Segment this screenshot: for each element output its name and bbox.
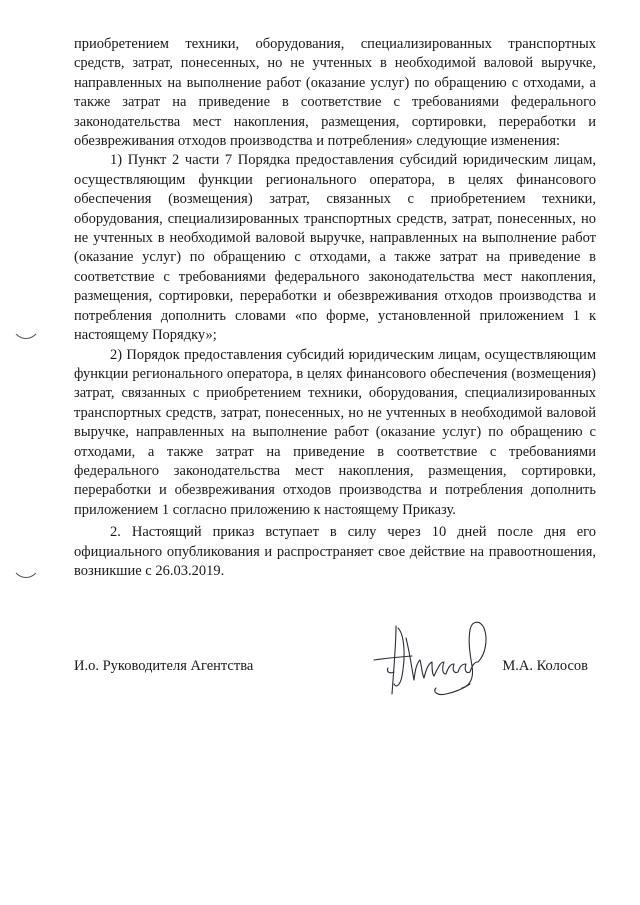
punch-hole-mark-icon — [14, 569, 38, 581]
signer-name: М.А. Колосов — [502, 658, 588, 674]
paragraph-effective-date: 2. Настоящий приказ вступает в силу через 10 дней после дня его официального опубликования и распространяет свое действие на правоотношения, возникшие с 26.03.2019. — [74, 524, 596, 579]
paragraph-intro-continuation: приобретением техники, оборудования, специализированных транспортных средств, затрат, понесенных, но не учтенных в необходимой валовой выручке, направленных на выполнение работ (оказание услуг) по обращению с отходами, а также затрат на приведение в соответствие с требованиями федерального законодательства мест накопления, размещения, сортировки, переработки и обезвреживания отходов производства и потребления» следующие изменения: — [74, 36, 596, 150]
document-body — [74, 35, 596, 581]
punch-hole-mark-icon — [14, 330, 38, 342]
signer-role: И.о. Руководителя Агентства — [74, 658, 254, 674]
paragraph-item-2: 2) Порядок предоставления субсидий юридическим лицам, осуществляющим функции регионального оператора, в целях финансового обеспечения (возмещения) затрат, связанных с приобретением техники, оборудования, специализированных транспортных средств, затрат, понесенных, но не учтенных в необходимой валовой выручке, направленных на выполнение работ (оказание услуг) по обращению с отходами, а также затрат на приведение в соответствие с требованиями федерального законодательства мест накопления, размещения, сортировки, переработки и обезвреживания отходов производства и потребления дополнить приложением 1 согласно приложению к настоящему Приказу. — [74, 346, 596, 518]
signature-block — [74, 658, 596, 698]
paragraph-item-1: 1) Пункт 2 части 7 Порядка предоставления субсидий юридическим лицам, осуществляющим функции регионального оператора, в целях финансового обеспечения (возмещения) затрат, связанных с приобретением техники, оборудования, специализированных транспортных средств, затрат, понесенных, но не учтенных в необходимой валовой выручке, направленных на выполнение работ (оказание услуг) по обращению с отходами, а также затрат на приведение в соответствие с требованиями федерального законодательства мест накопления, размещения, сортировки, переработки и обезвреживания отходов производства и потребления дополнить словами «по форме, установленной приложением 1 к настоящему Порядку»; — [74, 152, 596, 344]
